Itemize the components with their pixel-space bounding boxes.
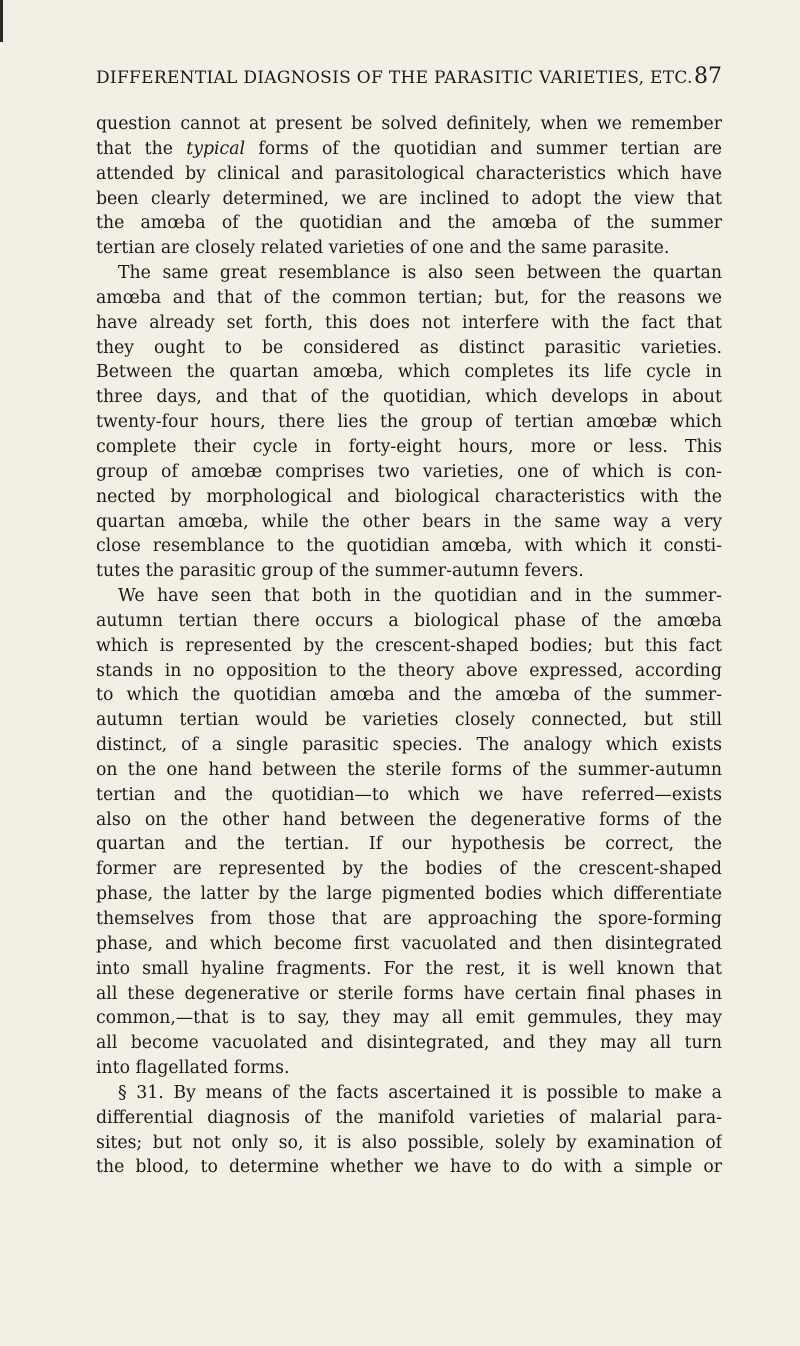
text-line: close resemblance to the quotidian amœba, with which it consti-: [96, 536, 722, 557]
text-line: three days, and that of the quotidian, which develops in about: [96, 387, 722, 408]
running-head: [96, 64, 722, 94]
text-line: the blood, to determine whether we have to do with a simple or: [96, 1157, 722, 1178]
text-line: autumn tertian would be varieties closely connected, but still: [96, 710, 722, 731]
text-line-with-italic: that the typical forms of the quotidian and summer tertian are: [96, 138, 722, 159]
text-line: the amœba of the quotidian and the amœba of the summer: [96, 213, 722, 234]
text-line: also on the other hand between the degenerative forms of the: [96, 809, 722, 830]
text-line: nected by morphological and biological characteristics with the: [96, 486, 722, 507]
text-line: tertian are closely related varieties of one and the same parasite.: [96, 238, 670, 259]
paragraph-start-line: We have seen that both in the quotidian and in the summer-: [118, 586, 722, 607]
text-line: question cannot at present be solved definitely, when we remember: [96, 114, 722, 134]
text-line: complete their cycle in forty-eight hours, more or less. This: [96, 436, 722, 457]
text-line: autumn tertian there occurs a biological phase of the amœba: [96, 610, 722, 631]
text-line: which is represented by the crescent-shaped bodies; but this fact: [96, 635, 722, 656]
text-line: differential diagnosis of the manifold varieties of malarial para-: [96, 1107, 722, 1128]
text-line: phase, and which become first vacuolated and then disintegrated: [96, 933, 722, 954]
running-title: DIFFERENTIAL DIAGNOSIS OF THE PARASITIC VARIETIES, ETC.: [96, 68, 693, 88]
body-text: [96, 112, 722, 1180]
text-line: quartan amœba, while the other bears in the same way a very: [96, 511, 722, 532]
text-line: into flagellated forms.: [96, 1058, 290, 1079]
page-number: 87: [694, 64, 722, 89]
text-line: attended by clinical and parasitological characteristics which have: [96, 163, 722, 184]
text-line: distinct, of a single parasitic species. The analogy which exists: [96, 735, 722, 756]
text-line: they ought to be considered as distinct parasitic varieties.: [96, 337, 722, 358]
text-line: on the one hand between the sterile forms of the summer-autumn: [96, 759, 722, 780]
text-line: all become vacuolated and disintegrated, and they may all turn: [96, 1033, 722, 1054]
text-line: twenty-four hours, there lies the group of tertian amœbæ which: [96, 412, 722, 433]
text-line: group of amœbæ comprises two varieties, one of which is con-: [96, 461, 722, 482]
paragraph-start-line: The same great resemblance is also seen between the quartan: [118, 263, 722, 284]
text-line: all these degenerative or sterile forms have certain final phases in: [96, 983, 722, 1004]
text-line: tertian and the quotidian—to which we have referred—exists: [96, 784, 722, 805]
text-line: stands in no opposition to the theory above expressed, according: [96, 660, 722, 681]
text-line: to which the quotidian amœba and the amœba of the summer-: [96, 685, 722, 706]
text-line: former are represented by the bodies of the crescent-shaped: [96, 859, 722, 880]
text-line: have already set forth, this does not interfere with the fact that: [96, 312, 722, 333]
text-line: common,—that is to say, they may all emit gemmules, they may: [96, 1008, 722, 1029]
italic-word: typical: [186, 138, 246, 159]
text-line: quartan and the tertian. If our hypothesis be correct, the: [96, 834, 722, 855]
text-line: amœba and that of the common tertian; but, for the reasons we: [96, 287, 722, 308]
text-line: themselves from those that are approaching the spore-forming: [96, 909, 722, 929]
text-line: been clearly determined, we are inclined to adopt the view that: [96, 188, 722, 209]
text-line: sites; but not only so, it is also possible, solely by examination of: [96, 1132, 722, 1153]
text-line: phase, the latter by the large pigmented bodies which differentiate: [96, 884, 722, 905]
section-start-line: § 31. By means of the facts ascertained it is possible to make a: [118, 1082, 722, 1103]
text-line: into small hyaline fragments. For the rest, it is well known that: [96, 958, 722, 979]
text-line: Between the quartan amœba, which completes its life cycle in: [96, 362, 722, 383]
text-line: tutes the parasitic group of the summer-autumn fevers.: [96, 561, 584, 582]
